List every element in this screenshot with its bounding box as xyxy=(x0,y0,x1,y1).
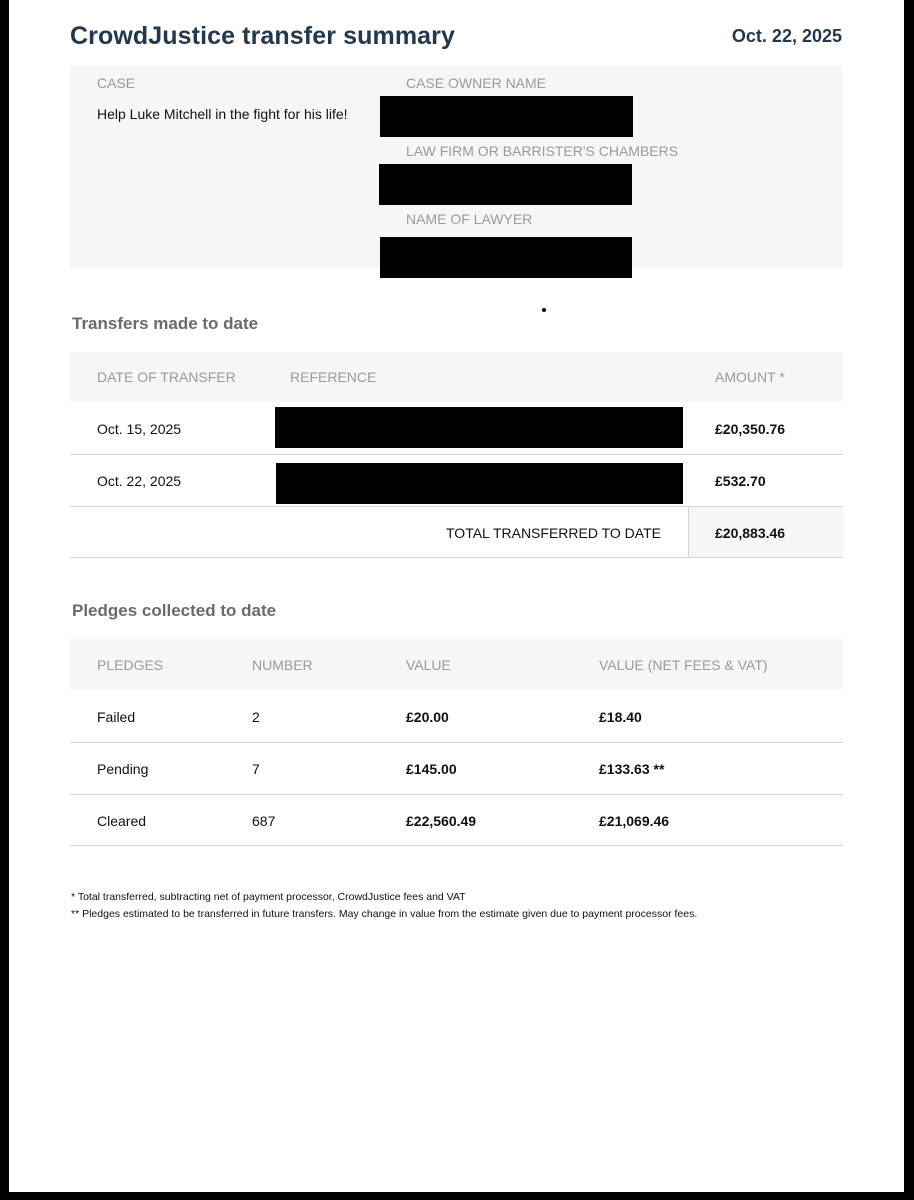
lawyer-name-redaction xyxy=(380,237,632,278)
case-owner-label: CASE OWNER NAME xyxy=(406,75,547,91)
table-row xyxy=(70,743,843,794)
pledge-value: £145.00 xyxy=(406,761,457,777)
table-row xyxy=(70,690,843,742)
pledge-net-value: £21,069.46 xyxy=(599,813,670,829)
col-amount: AMOUNT * xyxy=(715,369,785,385)
page-title: CrowdJustice transfer summary xyxy=(70,22,455,50)
pledge-status: Cleared xyxy=(97,813,147,829)
law-firm-redaction xyxy=(379,164,632,205)
transfer-amount: £20,350.76 xyxy=(715,421,786,437)
reference-redaction xyxy=(276,463,683,504)
table-header-row xyxy=(70,639,843,690)
stray-dot xyxy=(542,308,546,312)
transfer-date: Oct. 15, 2025 xyxy=(97,421,182,437)
row-divider xyxy=(70,845,843,846)
total-value: £20,883.46 xyxy=(715,525,786,541)
case-label: CASE xyxy=(97,75,136,91)
pledge-status: Pending xyxy=(97,761,149,777)
case-value: Help Luke Mitchell in the fight for his life! xyxy=(97,106,348,122)
table-row xyxy=(70,402,843,454)
photo-border-bottom xyxy=(0,1192,914,1200)
summary-date: Oct. 22, 2025 xyxy=(731,26,842,46)
col-date-of-transfer: DATE OF TRANSFER xyxy=(97,369,236,385)
lawyer-name-label: NAME OF LAWYER xyxy=(406,211,533,227)
pledge-number: 2 xyxy=(252,709,260,725)
footnote-pending: ** Pledges estimated to be transferred in future transfers. May change in value from the estimate given due to payment processor fees. xyxy=(71,908,698,920)
col-value: VALUE xyxy=(406,657,451,673)
total-label: TOTAL TRANSFERRED TO DATE xyxy=(446,525,661,541)
pledge-net-value: £133.63 ** xyxy=(599,761,665,777)
pledge-number: 687 xyxy=(252,813,276,829)
col-pledges: PLEDGES xyxy=(97,657,164,673)
row-divider xyxy=(70,557,843,558)
case-owner-redaction xyxy=(380,96,633,137)
transfers-section-title: Transfers made to date xyxy=(72,314,259,333)
pledges-table xyxy=(70,639,843,847)
col-number: NUMBER xyxy=(252,657,313,673)
table-header-row xyxy=(70,352,843,402)
pledge-value: £22,560.49 xyxy=(406,813,477,829)
pledge-status: Failed xyxy=(97,709,136,725)
table-row xyxy=(70,795,843,846)
transfer-amount: £532.70 xyxy=(715,473,766,489)
col-value-net: VALUE (NET FEES & VAT) xyxy=(599,657,768,673)
table-row xyxy=(70,455,843,506)
pledge-value: £20.00 xyxy=(406,709,449,725)
law-firm-label: LAW FIRM OR BARRISTER'S CHAMBERS xyxy=(406,143,679,159)
transfers-table xyxy=(70,352,843,558)
pledge-net-value: £18.40 xyxy=(599,709,642,725)
case-info-panel xyxy=(70,66,843,269)
footnote-amount: * Total transferred, subtracting net of payment processor, CrowdJustice fees and VAT xyxy=(71,891,466,903)
pledges-section-title: Pledges collected to date xyxy=(72,601,277,620)
pledge-number: 7 xyxy=(252,761,260,777)
transfer-date: Oct. 22, 2025 xyxy=(97,473,182,489)
photo-border-left xyxy=(0,0,9,1200)
col-reference: REFERENCE xyxy=(290,369,377,385)
photo-border-right xyxy=(904,0,914,1200)
reference-redaction xyxy=(275,407,683,448)
